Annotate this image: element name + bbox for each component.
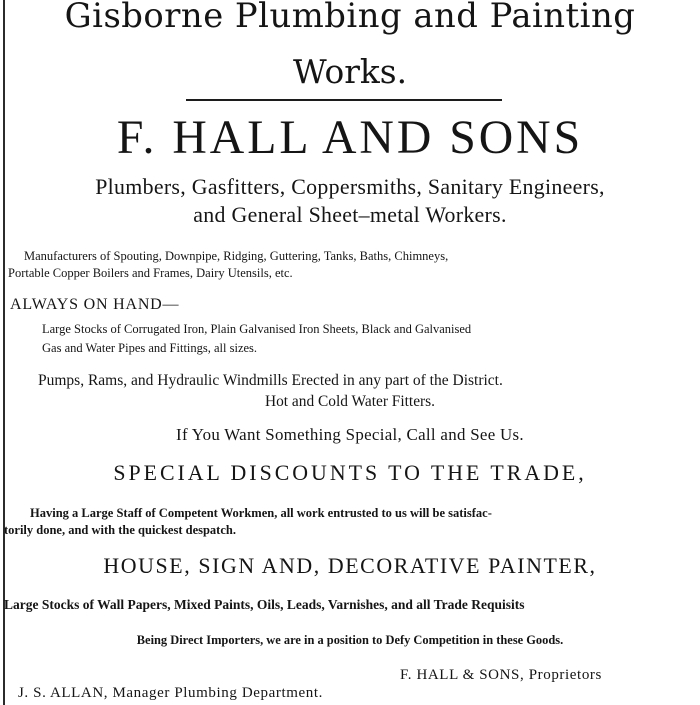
pumps-line-2: Hot and Cold Water Fitters. [264, 393, 436, 410]
trade-discounts-heading: SPECIAL DISCOUNTS TO THE TRADE, [113, 460, 587, 485]
wall-papers-line: Large Stocks of Wall Papers, Mixed Paints, Oils, Leads, Varnishes, and all Trade Requisits [4, 597, 525, 612]
manager-signature: J. S. ALLAN, Manager Plumbing Department. [18, 685, 323, 701]
firm-name: F. HALL AND SONS [116, 111, 584, 164]
direct-importers-line: Being Direct Importers, we are in a position to Defy Competition in these Goods. [136, 633, 564, 647]
stocks-line-1: Large Stocks of Corrugated Iron, Plain Galvanised Iron Sheets, Black and Galvanised [42, 322, 472, 336]
staff-line-1: Having a Large Staff of Competent Workmen, all work entrusted to us will be satisfac- [30, 506, 492, 520]
title-line-1: Gisborne Plumbing and Painting [64, 0, 636, 36]
painter-heading: HOUSE, SIGN AND, DECORATIVE PAINTER, [103, 553, 597, 578]
trades-line-2: and General Sheet–metal Workers. [193, 202, 507, 227]
title-line-2: Works. [292, 52, 408, 91]
title-divider [186, 99, 502, 101]
proprietors-signature: F. HALL & SONS, Proprietors [400, 667, 602, 683]
staff-line-2: torily done, and with the quickest despatch. [4, 523, 236, 537]
special-call-line: If You Want Something Special, Call and See Us. [176, 425, 524, 444]
manufacturers-line-1: Manufacturers of Spouting, Downpipe, Ridging, Guttering, Tanks, Baths, Chimneys, [24, 249, 449, 263]
always-on-hand-heading: ALWAYS ON HAND— [10, 296, 180, 313]
stocks-line-2: Gas and Water Pipes and Fittings, all sizes. [42, 341, 258, 355]
trades-line-1: Plumbers, Gasfitters, Coppersmiths, Sanitary Engineers, [95, 174, 605, 199]
pumps-line-1: Pumps, Rams, and Hydraulic Windmills Erected in any part of the District. [38, 372, 503, 389]
manufacturers-line-2: Portable Copper Boilers and Frames, Dairy Utensils, etc. [8, 266, 293, 280]
